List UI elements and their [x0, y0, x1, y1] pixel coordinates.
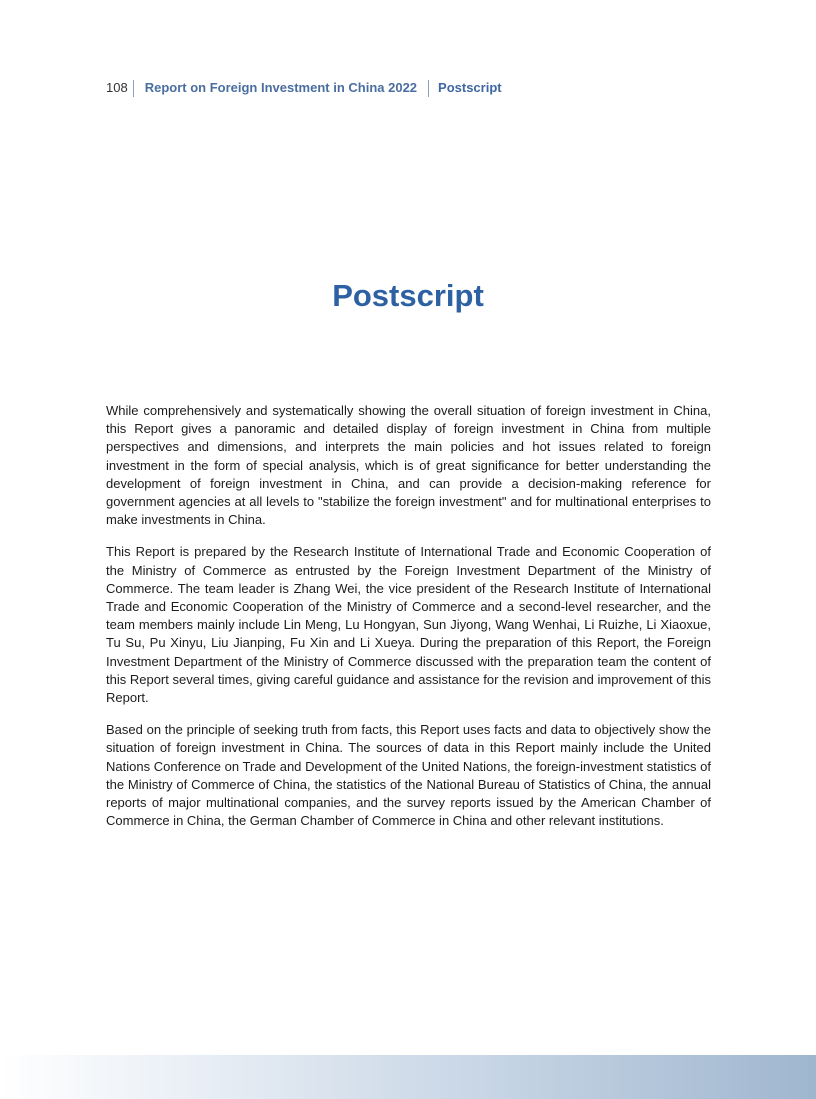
paragraph: While comprehensively and systematically showing the overall situation of foreign investment in China, this Report gives a panoramic and detailed display of foreign investment in China from multiple perspectives and dimensions, and interprets the main policies and hot issues related to foreign investment in the form of special analysis, which is of great significance for better understanding the development of foreign investment in China, and can provide a decision-making reference for government agencies at all levels to "stabilize the foreign investment" and for multinational enterprises to make investments in China.	[106, 403, 711, 528]
page-title: Postscript	[332, 278, 484, 313]
page-number: 108	[106, 80, 128, 95]
running-header	[106, 79, 502, 97]
paragraph: This Report is prepared by the Research Institute of International Trade and Economic Cooperation of the Ministry of Commerce as entrusted by the Foreign Investment Department of the Ministry of Commerce. The team leader is Zhang Wei, the vice president of the Research Institute of International Trade and Economic Cooperation of the Ministry of Commerce and a second-level researcher, and the team members mainly include Lin Meng, Lu Hongyan, Sun Jiyong, Wang Wenhai, Li Ruizhe, Li Xiaoxue, Tu Su, Pu Xinyu, Liu Jianping, Fu Xin and Li Xueya. During the preparation of this Report, the Foreign Investment Department of the Ministry of Commerce discussed with the preparation team the content of this Report several times, giving careful guidance and assistance for the revision and improvement of this Report.	[106, 544, 711, 706]
body-text	[106, 402, 711, 844]
report-title: Report on Foreign Investment in China 2022	[144, 80, 418, 95]
footer-decorative-band	[0, 1055, 816, 1099]
paragraph: Based on the principle of seeking truth from facts, this Report uses facts and data to objectively show the situation of foreign investment in China. The sources of data in this Report mainly include the United Nations Conference on Trade and Development of the United Nations, the foreign-investment statistics of the Ministry of Commerce of China, the statistics of the National Bureau of Statistics of China, the annual reports of major multinational companies, and the survey reports issued by the American Chamber of Commerce in China, the German Chamber of Commerce in China and other relevant institutions.	[106, 722, 711, 829]
section-name: Postscript	[438, 80, 502, 95]
